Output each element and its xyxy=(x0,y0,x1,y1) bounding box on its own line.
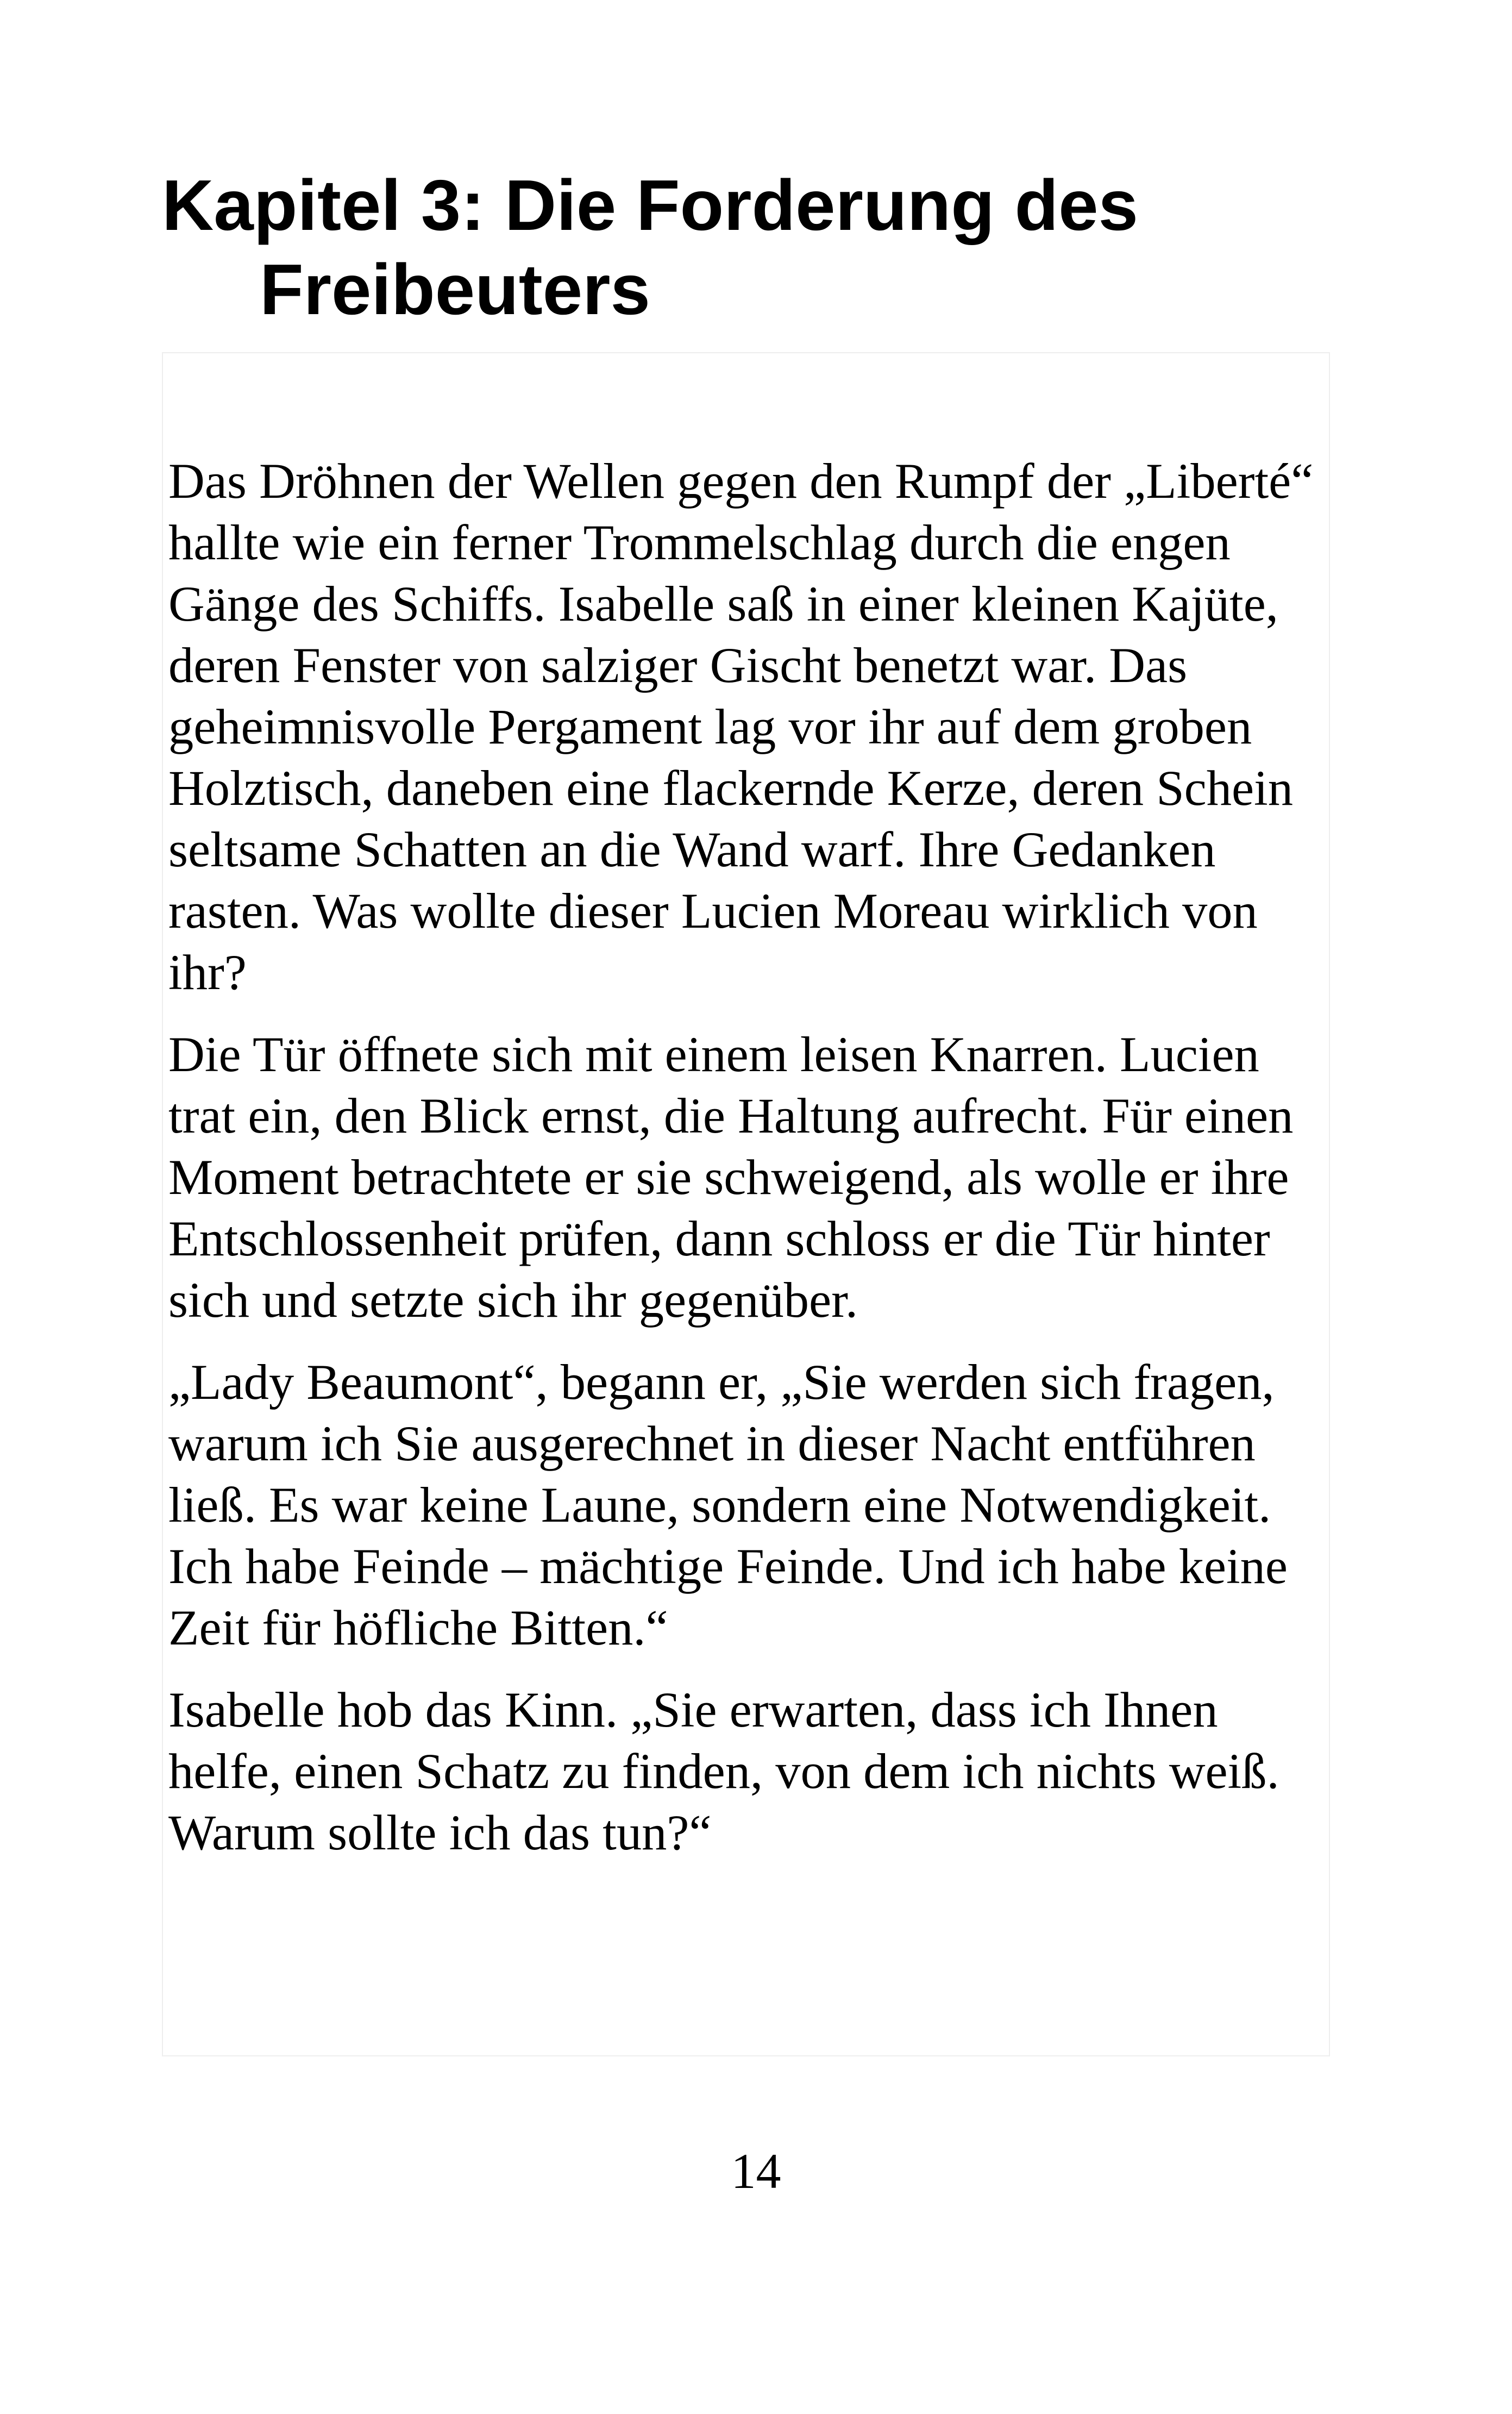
page-number: 14 xyxy=(731,2143,781,2199)
paragraph: Isabelle hob das Kinn. „Sie erwarten, dass ich Ihnen helfe, einen Schatz zu finden, von dem ich nichts weiß. Warum sollte ich das tun?“ xyxy=(168,1683,1279,1861)
paragraph: Das Dröhnen der Wellen gegen den Rumpf der „Liberté“ hallte wie ein ferner Trommelschlag durch die engen Gänge des Schiffs. Isabelle saß in einer kleinen Kajüte, deren Fenster von salziger Gischt benetzt war. Das geheimnisvolle Pergament lag vor ihr auf dem groben Holztisch, daneben eine flackernde Kerze, deren Schein seltsame Schatten an die Wand warf. Ihre Gedanken rasten. Was wollte dieser Lucien Moreau wirklich von ihr? xyxy=(168,454,1314,1000)
paragraph: Die Tür öffnete sich mit einem leisen Knarren. Lucien trat ein, den Blick ernst, die Haltung aufrecht. Für einen Moment betrachtete er sie schweigend, als wolle er ihre Entschlossenheit prüfen, dann schloss er die Tür hinter sich und setzte sich ihr gegenüber. xyxy=(168,1027,1294,1328)
body-text-frame xyxy=(162,352,1330,2056)
chapter-title: Kapitel 3: Die Forderung des Freibeuters xyxy=(162,165,1138,329)
paragraph: „Lady Beaumont“, begann er, „Sie werden sich fragen, warum ich Sie ausgerechnet in dieser Nacht entführen ließ. Es war keine Laune, sondern eine Notwendigkeit. Ich habe Feinde – mächtige Feinde. Und ich habe keine Zeit für höfliche Bitten.“ xyxy=(168,1355,1288,1656)
